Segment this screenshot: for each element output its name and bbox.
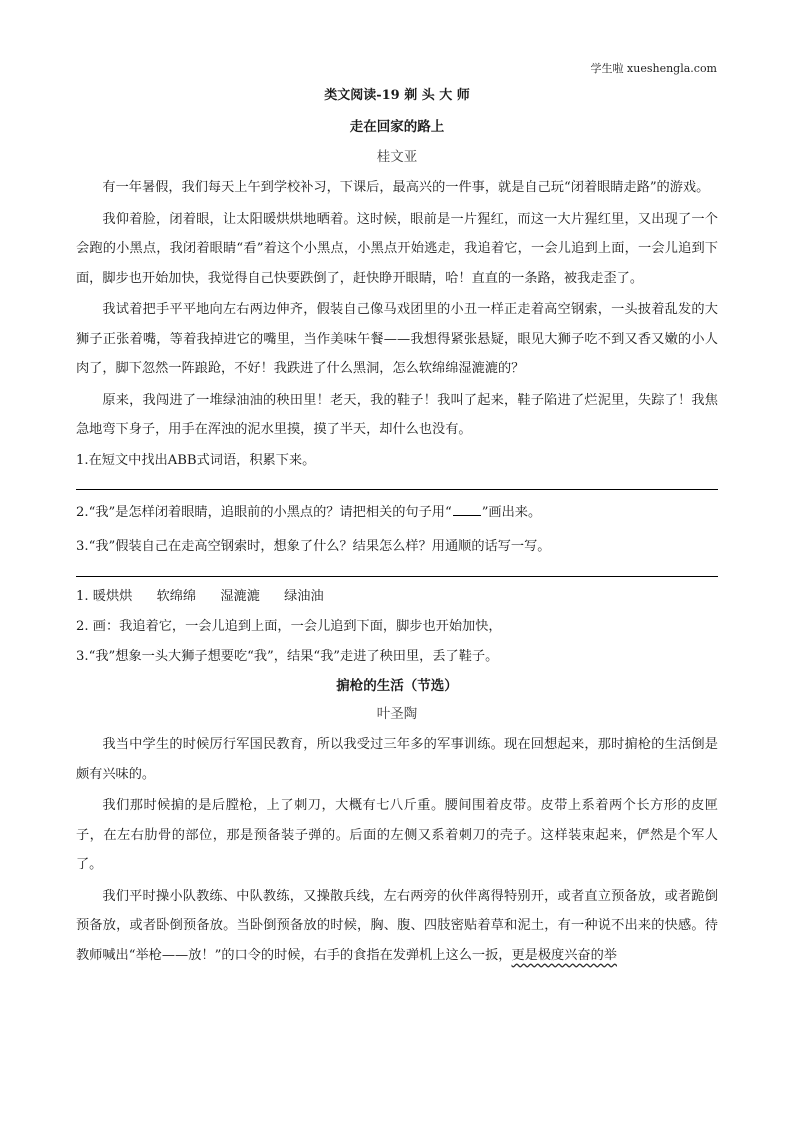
story2-paragraph-3-text: 我们平时操小队教练、中队教练，又操散兵线，左右两旁的伙伴离得特别开，或者直立预备放，或者跪倒预备放，或者卧倒预备放。当卧倒预备放的时候，胸、腹、四肢密贴着草和泥土，有一种说不出来的快感。待教师喊出“举枪——放！”的口令的时候，右手的食指在发弹机上这么一扳， <box>76 888 718 963</box>
wavy-underlined-text: 更是极度兴奋的举 <box>511 947 617 963</box>
story1-paragraph-1: 有一年暑假，我们每天上午到学校补习，下课后，最高兴的一件事，就是自己玩“闭着眼睛走路”的游戏。 <box>102 180 710 195</box>
answer-word: 暖烘烘 <box>92 589 133 604</box>
question-2-text: 2.“我”是怎样闭着眼睛，追眼前的小黑点的？请把相关的句子用“ <box>76 505 452 520</box>
story1-title: 走在回家的路上 <box>349 119 445 135</box>
story1-author: 桂文亚 <box>376 149 418 165</box>
question-2-text-end: ”画出来。 <box>481 505 542 520</box>
document-title: 类文阅读-19 剃 头 大 师 <box>324 88 470 103</box>
story1-paragraph-4: 原来，我闯进了一堆绿油油的秧田里！老天，我的鞋子！我叫了起来，鞋子陷进了烂泥里，失踪了！我焦急地弯下身子，用手在浑浊的泥水里摸，摸了半天，却什么也没有。 <box>76 392 718 437</box>
question-1: 1.在短文中找出ABB式词语，积累下来。 <box>76 452 316 468</box>
story2-paragraph-1: 我当中学生的时候厉行军国民教育，所以我受过三年多的军事训练。现在回想起来，那时掮枪的生活倒是颇有兴味的。 <box>76 737 718 782</box>
story2-paragraph-2: 我们那时候掮的是后膛枪，上了刺刀，大概有七八斤重。腰间围着皮带。皮带上系着两个长方形的皮匣子，在左右肋骨的部位，那是预备装子弹的。后面的左侧又系着刺刀的壳子。这样装束起来，俨然是个军人了。 <box>76 798 718 872</box>
answer-line-3 <box>76 576 718 577</box>
story2-paragraph-3 <box>76 882 718 971</box>
question-2 <box>76 498 718 528</box>
document-body <box>76 84 718 970</box>
question-3: 3.“我”假装自己在走高空钢索时，想象了什么？结果怎么样？用通顺的话写一写。 <box>76 538 551 554</box>
answer-3: 3.“我”想象一头大狮子想要吃“我”，结果“我”走进了秧田里，丢了鞋子。 <box>76 649 499 664</box>
story2-title: 掮枪的生活（节选） <box>336 678 458 694</box>
answer-2: 2. 画：我追着它，一会儿追到上面，一会儿追到下面，脚步也开始加快， <box>76 619 502 634</box>
site-watermark: 学生啦 xueshengla.com <box>590 62 717 75</box>
story1-paragraph-2: 我仰着脸，闭着眼，让太阳暖烘烘地晒着。这时候，眼前是一片猩红，而这一大片猩红里，又出现了一个会跑的小黑点，我闭着眼睛“看”着这个小黑点，小黑点开始逃走，我追着它，一会儿追到上面，一会儿追到下面，脚步也开始加快，我觉得自己快要跌倒了，赶快睁开眼睛，哈！直直的一条路，被我走歪了。 <box>76 211 718 286</box>
answer-word: 绿油油 <box>284 589 324 604</box>
answer-word: 湿漉漉 <box>220 589 260 604</box>
underline-mark <box>453 503 481 516</box>
answer-line-1 <box>76 489 718 490</box>
answer-word: 软绵绵 <box>156 589 197 604</box>
story2-author: 叶圣陶 <box>376 706 418 722</box>
answer-1-prefix: 1. <box>76 589 89 604</box>
story1-paragraph-3: 我试着把手平平地向左右两边伸齐，假装自己像马戏团里的小丑一样正走着高空钢索，一头披着乱发的大狮子正张着嘴，等着我掉进它的嘴里，当作美味午餐——我想得紧张悬疑，眼见大狮子吃不到又香又嫩的小人肉了，脚下忽然一阵踉跄，不好！我跌进了什么黑洞，怎么软绵绵湿漉漉的？ <box>76 302 718 376</box>
answer-1 <box>76 582 718 612</box>
